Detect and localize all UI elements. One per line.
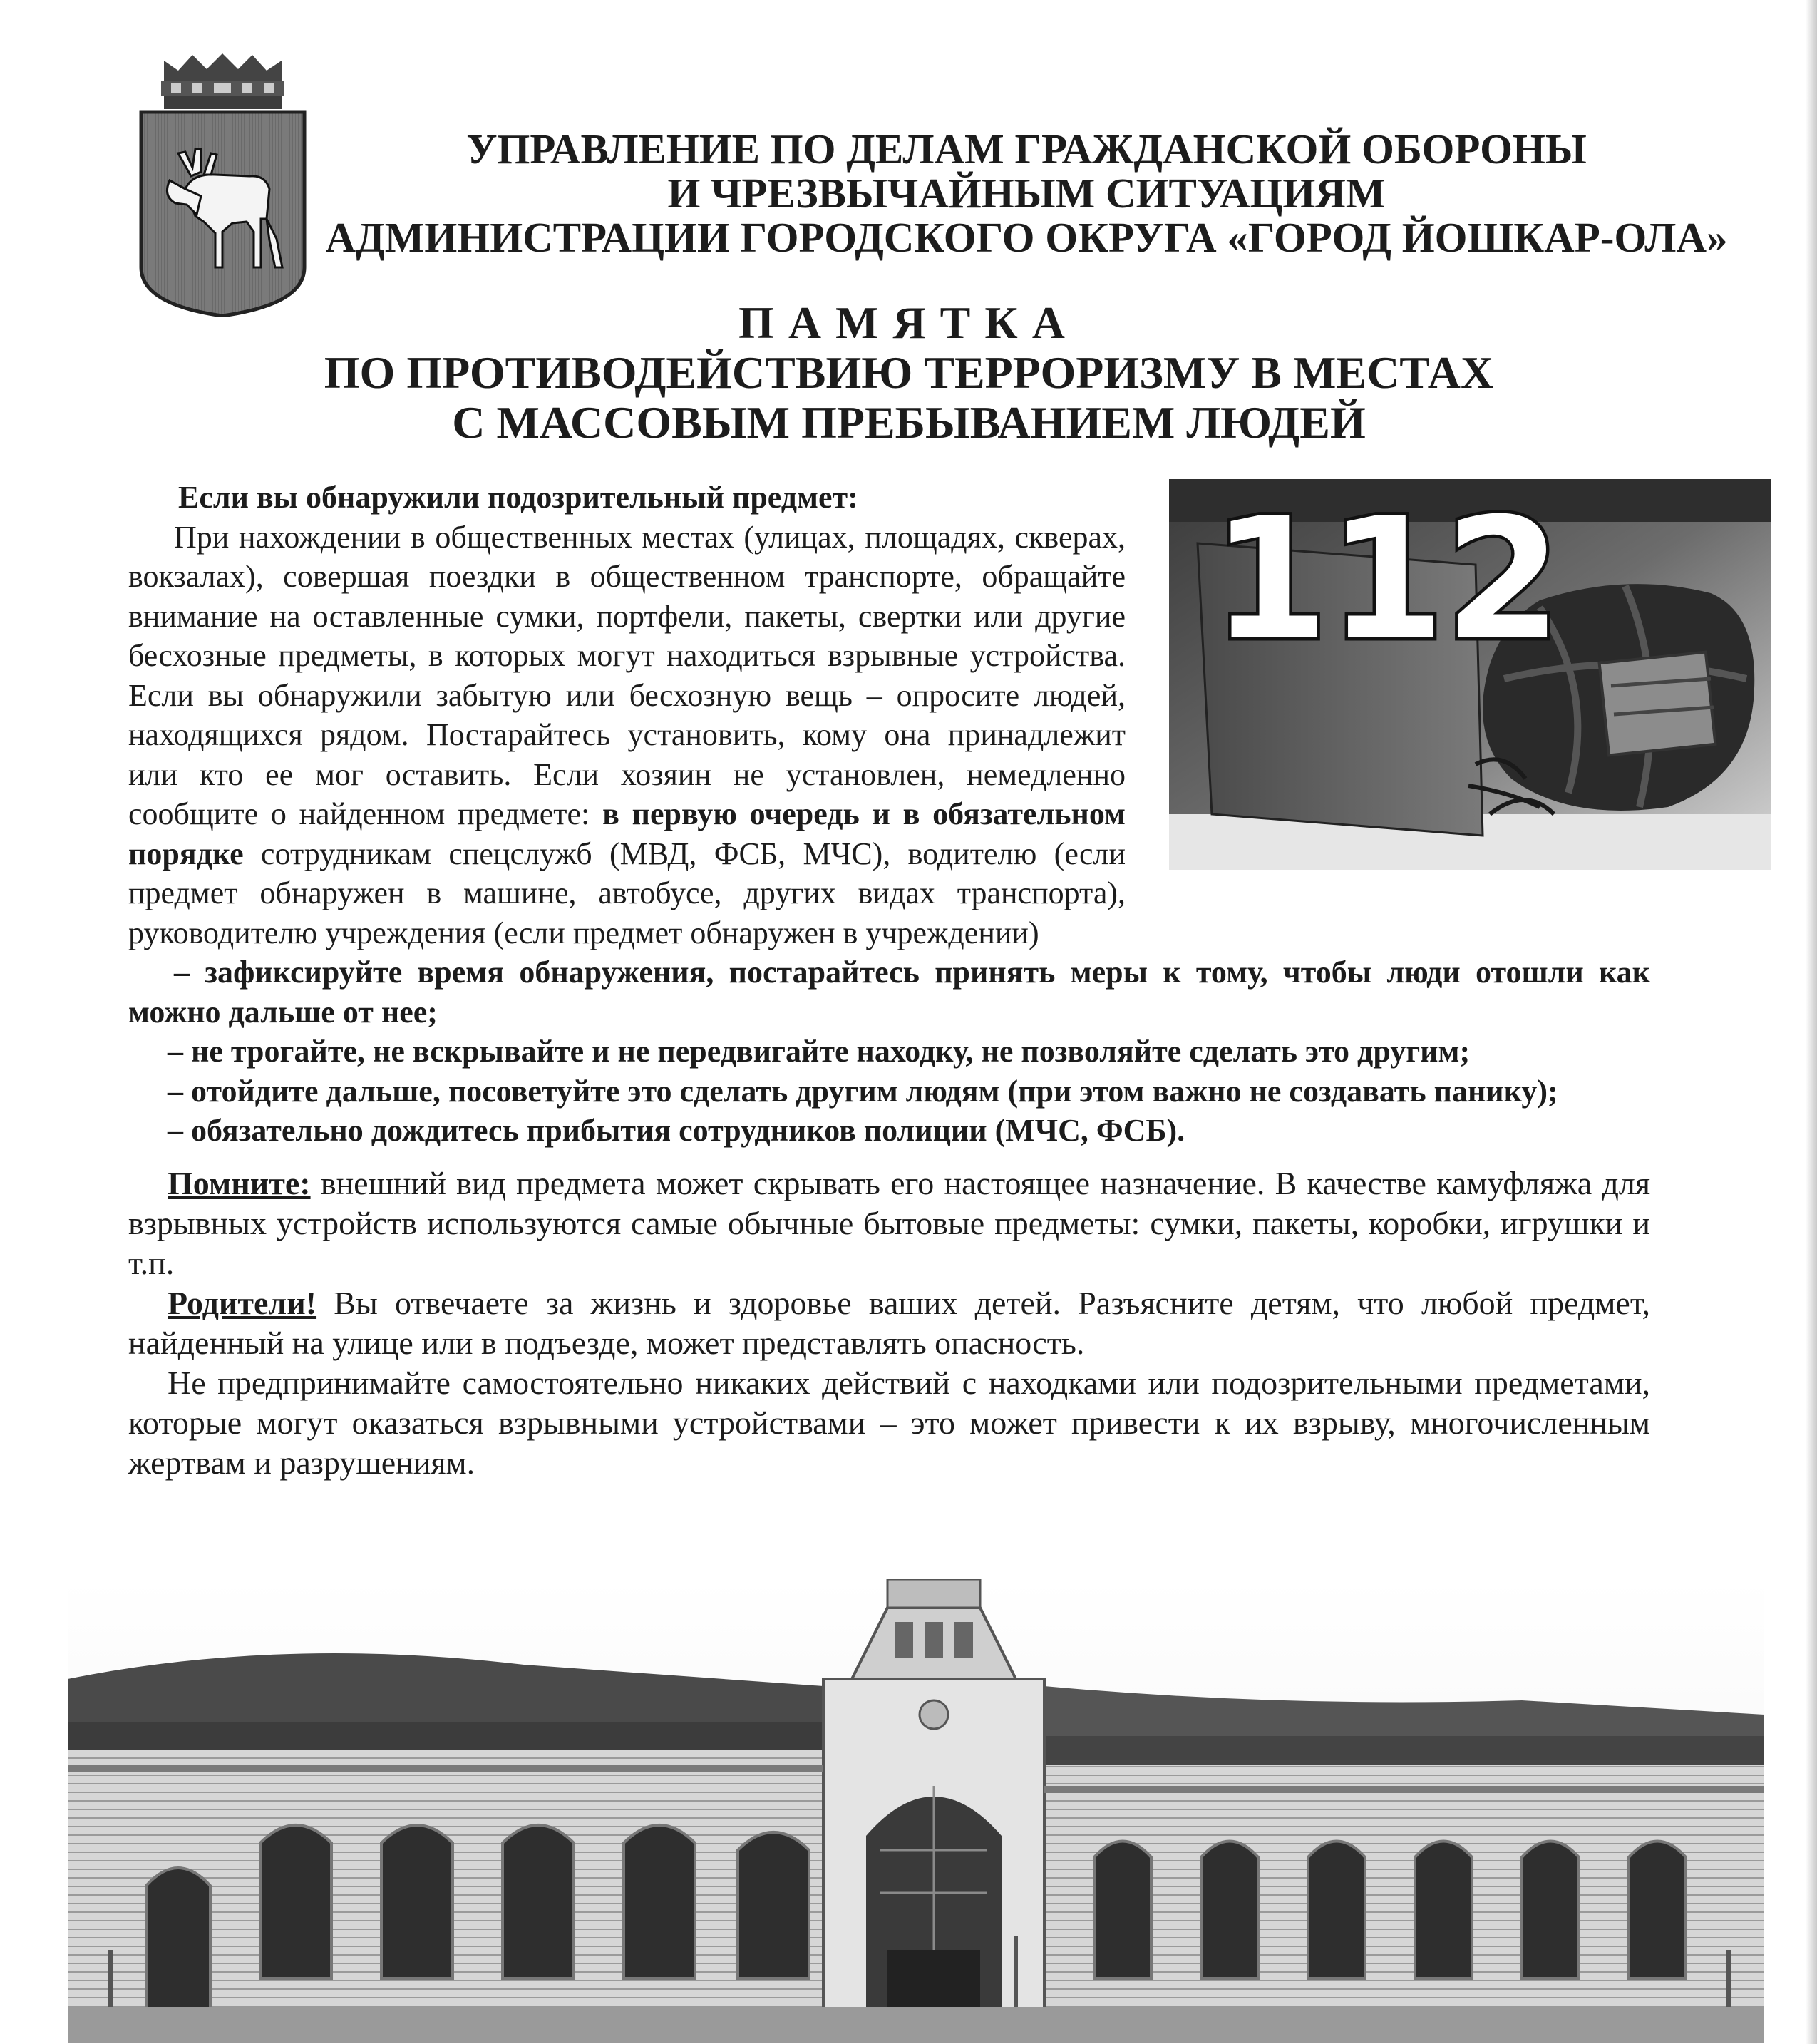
header-line-3: АДМИНИСТРАЦИИ ГОРОДСКОГО ОКРУГА «ГОРОД ЙОШКАР-ОЛА» [325, 214, 1728, 261]
warning-paragraph: Не предпринимайте самостоятельно никаких действий с находками или подозрительными предметами, которые могут оказаться взрывными устройствами – это может привести к их взрыву, многочисленным жертвам и разрушениям. [128, 1364, 1650, 1481]
main-text-column [128, 478, 1650, 1483]
parents-lead: Родители! [168, 1284, 317, 1321]
rule-item: – зафиксируйте время обнаружения, постарайтесь принять меры к тому, чтобы люди отошли как можно дальше от нее; [128, 955, 1650, 1029]
title-line-2: ПО ПРОТИВОДЕЙСТВИЮ ТЕРРОРИЗМУ В МЕСТАХ [324, 347, 1494, 398]
remember-paragraph [128, 1164, 1650, 1283]
scan-edge [1806, 0, 1817, 2044]
rule-item: – отойдите дальше, посоветуйте это сделать другим людям (при этом важно не создавать панику); [168, 1073, 1558, 1109]
title-line-3: С МАССОВЫМ ПРЕБЫВАНИЕМ ЛЮДЕЙ [452, 397, 1366, 448]
railway-station-illustration [68, 1579, 1764, 2043]
remember-text: внешний вид предмета может скрывать его настоящее назначение. В качестве камуфляжа для взрывных устройств используются самые обычные бытовые предметы: сумки, пакеты, коробки, игрушки и т.п. [128, 1164, 1650, 1281]
emergency-number-112: 112 [1212, 483, 1562, 677]
parents-text: Вы отвечаете за жизнь и здоровье ваших детей. Разъясните детям, что любой предмет, найденный на улице или в подъезде, может представлять опасность. [128, 1284, 1650, 1361]
organization-header [314, 127, 1739, 260]
rule-item: – обязательно дождитесь прибытия сотрудников полиции (МЧС, ФСБ). [168, 1113, 1185, 1148]
coat-of-arms-emblem [135, 53, 310, 317]
memo-title [143, 298, 1675, 448]
title-line-1: ПАМЯТКА [738, 297, 1079, 348]
header-line-1: УПРАВЛЕНИЕ ПО ДЕЛАМ ГРАЖДАНСКОЙ ОБОРОНЫ [466, 125, 1587, 173]
parents-paragraph [128, 1283, 1650, 1363]
rule-item: – не трогайте, не вскрывайте и не передвигайте находку, не позволяйте сделать это другим; [168, 1034, 1471, 1069]
intro-text-end: сотрудникам спецслужб (МВД, ФСБ, МЧС), водителю (если предмет обнаружен в машине, автобусе, других видах транспорта), руководителю учреждения (если предмет обнаружен в учреждении) [128, 836, 1126, 950]
remember-lead: Помните: [168, 1164, 311, 1201]
intro-text-start: При нахождении в общественных местах (улицах, площадях, скверах, вокзалах), совершая поездки в общественном транспорте, обращайте внимание на оставленные сумки, портфели, пакеты, свертки или другие бесхозные предметы, в которых могут находиться взрывные устройства. Если вы обнаружили забытую или бесхозную вещь – опросите людей, находящихся рядом. Постарайтесь установить, кому она принадлежит или кто ее мог оставить. Если хозяин не установлен, немедленно сообщите о найденном предмете: [128, 519, 1126, 831]
header-line-2: И ЧРЕЗВЫЧАЙНЫМ СИТУАЦИЯМ [667, 170, 1386, 217]
subheading-suspicious-object: Если вы обнаружили подозрительный предмет: [178, 480, 858, 515]
intro-bold-phrase: в первую очередь и в обязательном порядке [128, 796, 1126, 871]
